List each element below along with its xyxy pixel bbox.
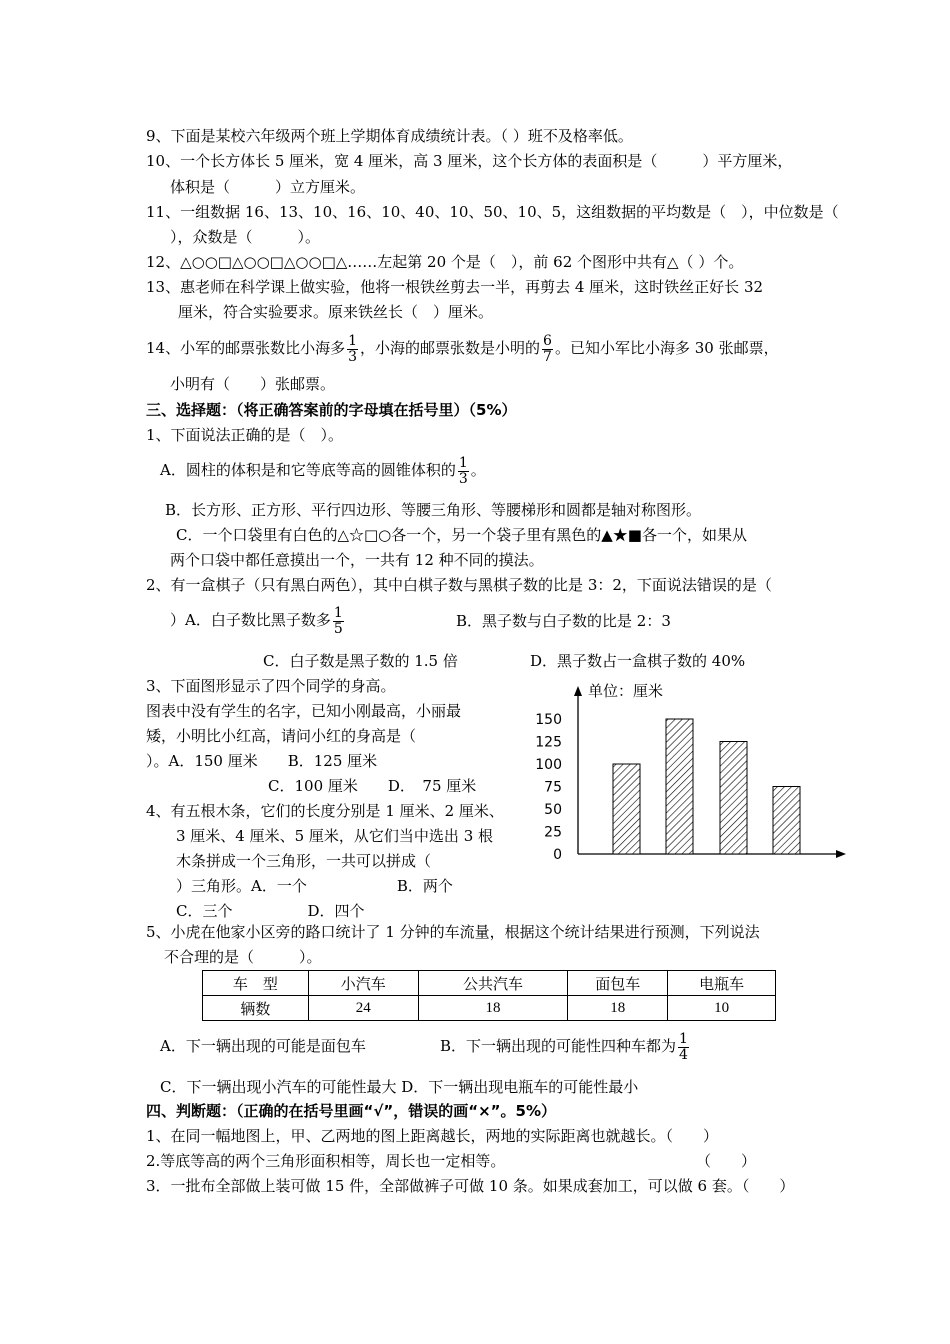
table-header-cell: 公共汽车: [418, 971, 568, 996]
question-10-line2: 体积是（ ）立方厘米。: [170, 178, 366, 196]
question-13: 13、惠老师在科学课上做实验，他将一根铁丝剪去一半，再剪去 4 厘米，这时铁丝正好长 32: [146, 278, 764, 296]
judge-q2-answer-paren: （ ）: [696, 1152, 757, 1170]
fraction-one-third: $\frac{1}{3}$: [348, 332, 358, 365]
choice-q2: 2、有一盒棋子（只有黑白两色），其中白棋子数与黑棋子数的比是 3：2，下面说法错误的是（: [146, 576, 772, 594]
bar: [720, 742, 747, 855]
bar: [666, 719, 693, 854]
bar: [773, 787, 800, 855]
bar: [613, 764, 640, 854]
fraction-six-sevenths: $\frac{6}{7}$: [543, 332, 552, 365]
choice-q2-option-a: [170, 600, 346, 640]
choice-q4-options-ab: ）三角形。A．一个 B．两个: [176, 877, 453, 895]
table-cell: 18: [418, 996, 568, 1021]
choice-q3-line3: 矮，小明比小红高，请问小红的身高是（: [146, 727, 417, 745]
fraction-one-fifth: $\frac{1}{5}$: [333, 604, 343, 637]
choice-q3-options-cd: C．100 厘米 D． 75 厘米: [268, 777, 477, 795]
option-a-text: A．圆柱的体积是和它等底等高的圆锥体积的: [160, 461, 456, 479]
option-a-end: 。: [470, 461, 486, 479]
y-tick-label: 75: [544, 779, 562, 796]
question-11: 11、一组数据 16、13、10、16、10、40、10、50、10、5，这组数据的平均数是（ ），中位数是（: [146, 203, 839, 221]
choice-q2-option-d: D．黑子数占一盒棋子数的 40%: [530, 652, 746, 670]
choice-q4-line2: 3 厘米、4 厘米、5 厘米，从它们当中选出 3 根: [176, 827, 494, 845]
judge-q1: 1、在同一幅地图上，甲、乙两地的图上距离越长，两地的实际距离也就越长。（ ）: [146, 1127, 719, 1145]
question-14-text-3: 。已知小军比小海多 30 张邮票，: [554, 339, 779, 357]
table-cell: 18: [568, 996, 668, 1021]
height-bar-chart: [520, 676, 850, 866]
choice-q5-option-b: [440, 1026, 691, 1066]
question-14-text-2: ，小海的邮票张数是小明的: [360, 339, 541, 357]
y-tick-label: 125: [535, 734, 562, 751]
judge-q2: 2.等底等高的两个三角形面积相等，周长也一定相等。: [146, 1152, 506, 1170]
table-cell: 辆数: [203, 996, 309, 1021]
question-11-line2: ），众数是（ ）。: [170, 228, 321, 246]
choice-q1-option-b: B．长方形、正方形、平行四边形、等腰三角形、等腰梯形和圆都是轴对称图形。: [165, 501, 702, 519]
fraction-one-third: $\frac{1}{3}$: [458, 454, 468, 487]
choice-q4: 4、有五根木条，它们的长度分别是 1 厘米、2 厘米、: [146, 802, 504, 820]
choice-q1-option-a: [160, 450, 486, 490]
vehicle-count-table: [202, 970, 776, 1021]
question-9: 9、下面是某校六年级两个班上学期体育成绩统计表。（ ）班不及格率低。: [146, 127, 633, 145]
choice-q5-options-cd: C．下一辆出现小汽车的可能性最大 D．下一辆出现电瓶车的可能性最小: [160, 1078, 639, 1096]
table-row: [203, 996, 776, 1021]
table-cell: 10: [668, 996, 776, 1021]
option-b-text: B．下一辆出现的可能性四种车都为: [440, 1037, 677, 1055]
bars: [613, 719, 800, 854]
table-header-cell: 电瓶车: [668, 971, 776, 996]
choice-q4-line3: 木条拼成一个三角形，一共可以拼成（: [176, 852, 432, 870]
table-header-cell: 小汽车: [308, 971, 418, 996]
choice-q4-options-cd: C．三个 D．四个: [176, 902, 365, 920]
table-header-cell: 面包车: [568, 971, 668, 996]
judge-q3: 3．一批布全部做上装可做 15 件，全部做裤子可做 10 条。如果成套加工，可以做 6 套。（ ）: [146, 1177, 795, 1195]
y-tick-label: 50: [544, 802, 562, 818]
table-header-row: [203, 971, 776, 996]
question-12: 12、△○○□△○○□△○○□△……左起第 20 个是（ ），前 62 个图形中共有△（ ）个。: [146, 253, 744, 271]
section-3-title: 三、选择题：（将正确答案前的字母填在括号里）（5%）: [146, 401, 517, 419]
question-14-text: 14、小军的邮票张数比小海多: [146, 339, 346, 357]
choice-q5: 5、小虎在他家小区旁的路口统计了 1 分钟的车流量，根据这个统计结果进行预测，下列说法: [146, 923, 760, 941]
choice-q2-option-b: B．黑子数与白子数的比是 2：3: [456, 612, 671, 630]
chart-title: 单位：厘米: [588, 682, 664, 700]
section-4-title: 四、判断题：（正确的在括号里画“√”，错误的画“×”。5%）: [146, 1102, 556, 1120]
question-14: [146, 328, 779, 368]
choice-q2-option-c: C．白子数是黑子数的 1.5 倍: [263, 652, 458, 670]
choice-q5-option-a: A．下一辆出现的可能是面包车: [160, 1037, 366, 1055]
fraction-one-fourth: $\frac{1}{4}$: [679, 1030, 688, 1063]
choice-q1-option-c: C．一个口袋里有白色的△☆□○各一个，另一个袋子里有黑色的▲★■各一个，如果从: [176, 526, 747, 544]
choice-q5-line2: 不合理的是（ ）。: [164, 948, 322, 966]
y-tick-label: 100: [535, 757, 562, 773]
choice-q3-line2: 图表中没有学生的名字，已知小刚最高，小丽最: [146, 702, 462, 720]
question-14-line2: 小明有（ ）张邮票。: [170, 375, 336, 393]
choice-q3-options-ab: ）。A．150 厘米 B．125 厘米: [146, 752, 378, 770]
table-header-cell: 车 型: [203, 971, 309, 996]
y-tick-label: 0: [553, 847, 562, 863]
y-tick-label: 25: [544, 824, 562, 841]
choice-q1-option-c-line2: 两个口袋中都任意摸出一个，一共有 12 种不同的摸法。: [170, 551, 544, 569]
option-a-text: ）A．白子数比黑子数多: [170, 611, 331, 629]
x-axis-arrow: [836, 850, 846, 858]
question-13-line2: 厘米，符合实验要求。原来铁丝长（ ）厘米。: [178, 303, 494, 321]
choice-q3: 3、下面图形显示了四个同学的身高。: [146, 677, 396, 695]
y-axis-arrow: [574, 686, 582, 696]
y-tick-label: 150: [535, 712, 562, 728]
choice-q1: 1、下面说法正确的是（ ）。: [146, 426, 344, 444]
y-tick-labels: [535, 712, 562, 863]
question-10: 10、一个长方体长 5 厘米，宽 4 厘米，高 3 厘米，这个长方体的表面积是（ ）平方厘米，: [146, 152, 793, 170]
table-cell: 24: [308, 996, 418, 1021]
